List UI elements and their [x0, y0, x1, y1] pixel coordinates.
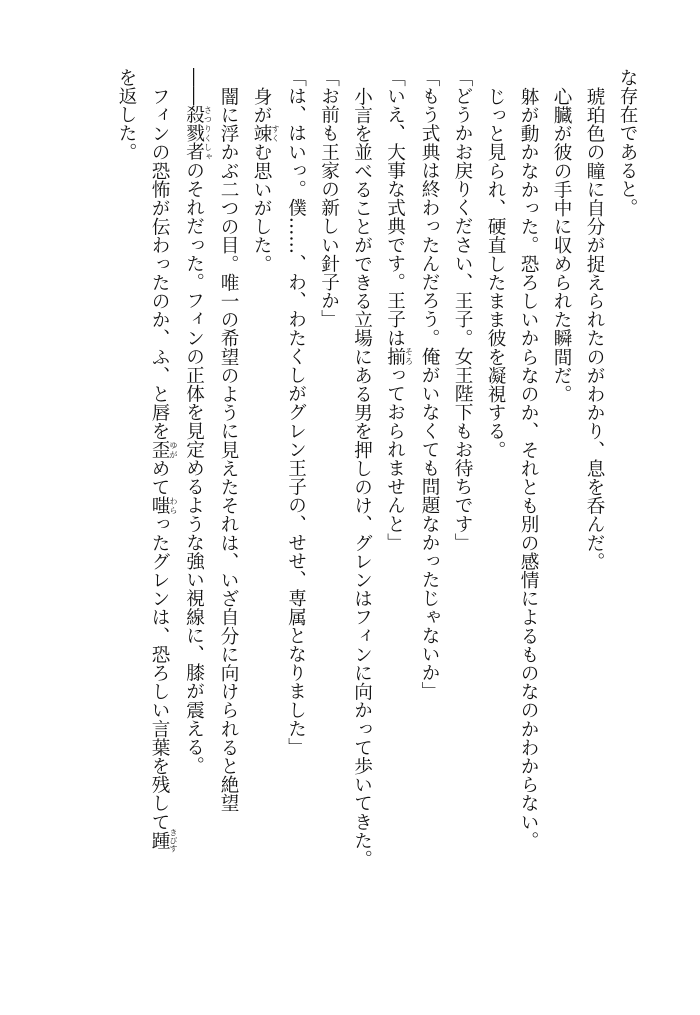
ruby-reading: きびす — [169, 827, 178, 852]
paragraph-p10 — [313, 68, 346, 968]
text-segment: む思いがした。 — [251, 142, 272, 273]
text-segment: 心臓が彼の手中に収められた瞬間だ。 — [551, 86, 572, 403]
paragraph-p3 — [545, 68, 578, 968]
ruby-base: 揃 — [384, 347, 406, 366]
ruby-base: 竦 — [251, 123, 272, 143]
text-segment: な存在であると。 — [617, 68, 638, 217]
text-segment: 「は、はいっ。僕……、わ、わたくしがグレン王子の、せせ、専属となりました」 — [285, 68, 307, 757]
text-segment: のそれだった。フィンの正体を見定めるような強い視線に、膝が震える。 — [183, 161, 205, 775]
paragraph-p11 — [280, 68, 313, 968]
text-segment: 躰が動かなかった。恐ろしいからなのか、それとも別の感情によるものなのかわからない。 — [518, 86, 539, 850]
text-segment: 琥珀色の瞳に自分が捉えられたのがわかり、息を呑んだ。 — [584, 86, 605, 571]
paragraph-p9 — [346, 68, 379, 968]
text-segment: 闇に浮かぶ二つの目。唯一の希望のように見えたそれは、いざ自分に向けられると絶望 — [218, 86, 239, 812]
paragraph-p2 — [578, 68, 611, 968]
text-segment: 「もう式典は終わったんだろう。俺がいなくても問題なかったじゃないか」 — [419, 68, 440, 701]
ruby-annotation — [384, 347, 414, 366]
text-segment: 「お前も王家の新しい針子か」 — [318, 68, 340, 329]
text-segment: フィンの恐怖が伝わったのか、ふ、と唇を — [149, 86, 170, 440]
ruby-reading: わら — [169, 495, 178, 515]
text-segment: を返した。 — [116, 68, 137, 161]
ruby-reading: さつりくしゃ — [203, 105, 213, 161]
ruby-annotation — [183, 105, 213, 161]
paragraph-p1 — [611, 68, 644, 968]
ruby-annotation — [149, 440, 178, 459]
text-segment: ったグレンは、恐ろしい言葉を残して — [149, 514, 170, 831]
ruby-reading: ゆが — [169, 440, 178, 459]
text-segment: めて — [149, 458, 170, 496]
paragraph-p5 — [479, 68, 512, 968]
text-segment: 小言を並べることができる立場にある男を押しのけ、グレンはフィンに向かって歩いてきた。 — [351, 86, 373, 868]
paragraph-p6 — [446, 68, 479, 968]
paragraph-p16 — [110, 68, 143, 968]
paragraph-p8 — [379, 68, 414, 968]
paragraph-p13 — [212, 68, 245, 968]
ruby-reading: すく — [271, 123, 280, 143]
ruby-annotation — [149, 495, 178, 515]
ruby-reading: そろ — [404, 347, 414, 366]
text-segment: っておられませんと」 — [384, 365, 406, 552]
paragraph-p15 — [143, 68, 178, 968]
ruby-base: 嗤 — [149, 495, 170, 515]
ruby-base: 踵 — [149, 827, 170, 852]
text-segment: じっと見られ、硬直したまま彼を凝視する。 — [485, 86, 506, 459]
ruby-annotation — [251, 123, 280, 143]
paragraph-p7 — [413, 68, 446, 968]
paragraph-p12 — [245, 68, 280, 968]
vertical-text-body — [110, 68, 644, 968]
text-segment: 「いえ、大事な式典です。王子は — [384, 68, 406, 347]
text-segment: 「どうかお戻りください、王子。女王陛下もお待ちです」 — [452, 68, 473, 552]
ruby-annotation — [149, 827, 178, 852]
text-segment: 身が — [251, 86, 272, 124]
paragraph-p14 — [178, 68, 213, 968]
ruby-base: 殺戮者 — [183, 105, 205, 161]
paragraph-p4 — [512, 68, 545, 968]
ruby-base: 歪 — [149, 440, 170, 459]
text-segment: ―― — [183, 68, 205, 106]
